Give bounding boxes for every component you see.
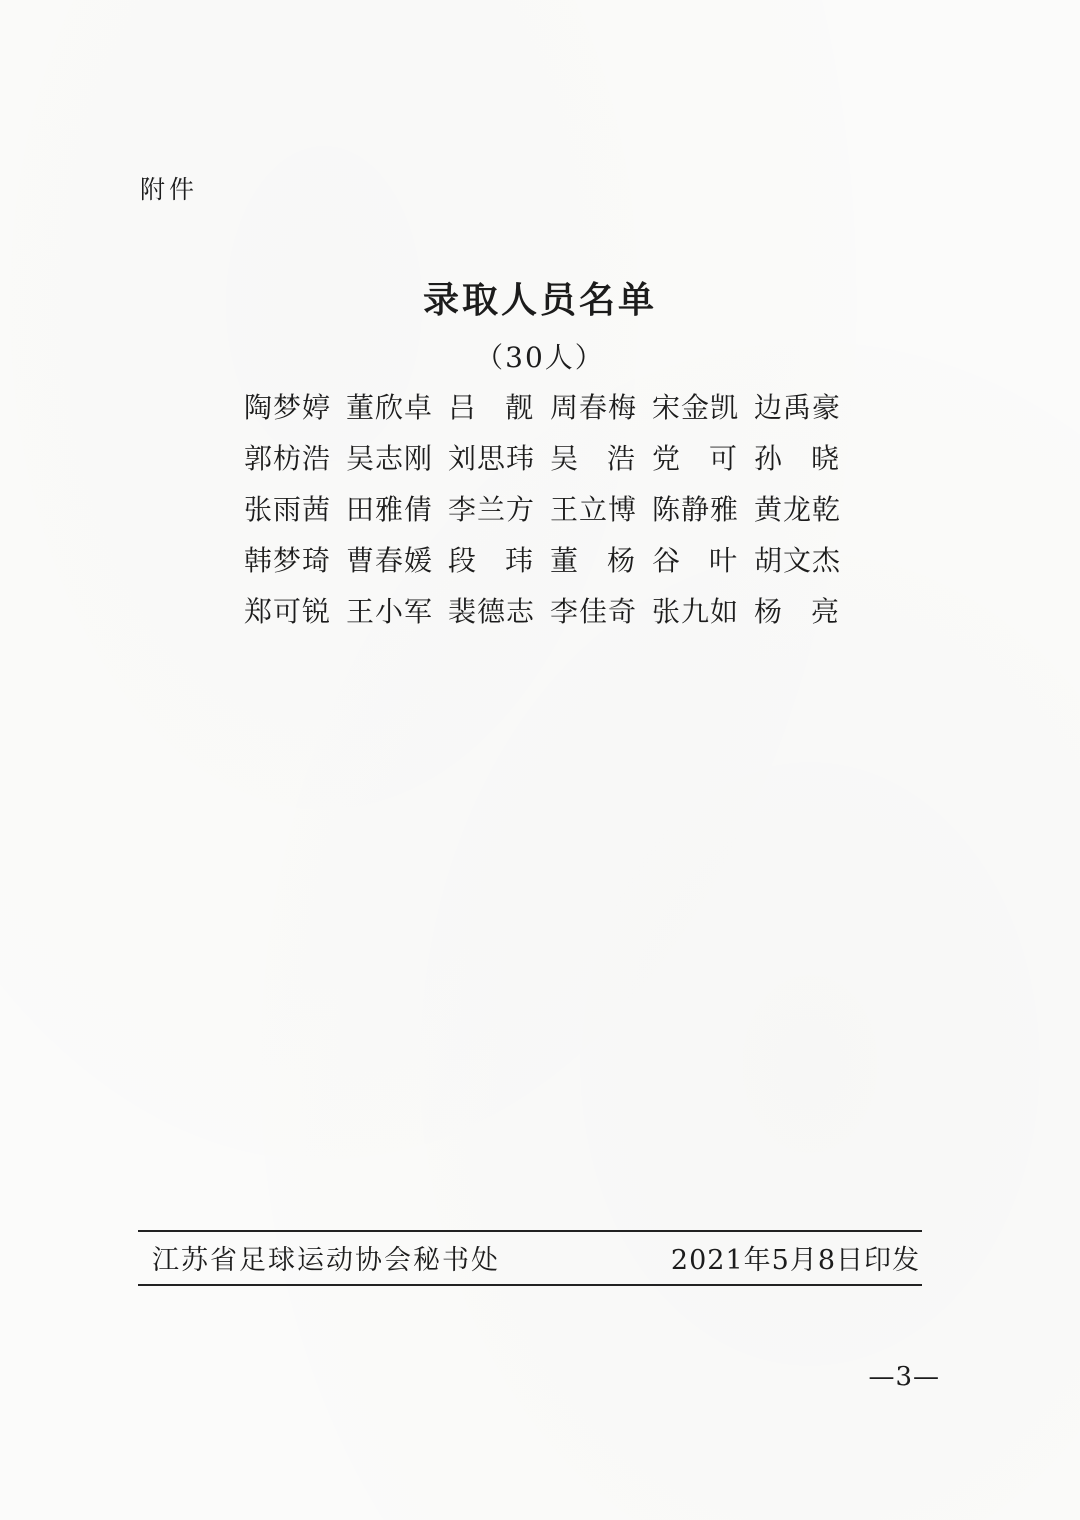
name-entry: 陶 梦 婷 [244, 390, 332, 424]
name-entry: 党 可 [652, 441, 738, 475]
attachment-label: 附件 [140, 175, 199, 204]
name-entry: 刘 思 玮 [448, 441, 536, 475]
name-entry: 杨 亮 [754, 594, 840, 628]
name-entry: 李 佳 奇 [550, 594, 638, 628]
name-entry: 陈 静 雅 [652, 492, 740, 526]
footer-top-rule [138, 1230, 922, 1232]
name-entry: 郑 可 锐 [244, 594, 332, 628]
name-list [244, 380, 844, 635]
name-entry: 董 杨 [550, 543, 636, 577]
footer-issuer: 江苏省足球运动协会秘书处 [152, 1245, 500, 1276]
name-entry: 吴 浩 [550, 441, 636, 475]
headcount-subtitle: （30人） [475, 341, 605, 374]
name-entry: 张 雨 茜 [244, 492, 332, 526]
footer-date: 2021年5月8日印发 [670, 1245, 920, 1276]
page-number: —3— [868, 1362, 940, 1392]
name-entry: 张 九 如 [652, 594, 740, 628]
name-entry: 韩 梦 琦 [244, 543, 332, 577]
name-entry: 董 欣 卓 [346, 390, 434, 424]
footer-bottom-rule [138, 1284, 922, 1286]
name-entry: 田 雅 倩 [346, 492, 434, 526]
name-entry: 王 立 博 [550, 492, 638, 526]
page-title: 录取人员名单 [422, 280, 657, 321]
name-entry: 曹 春 媛 [346, 543, 434, 577]
name-entry: 宋 金 凯 [652, 390, 740, 424]
name-entry: 谷 叶 [652, 543, 738, 577]
name-entry: 吕 靓 [448, 390, 534, 424]
name-entry: 郭 枋 浩 [244, 441, 332, 475]
name-entry: 吴 志 刚 [346, 441, 434, 475]
name-entry: 边 禹 豪 [754, 390, 842, 424]
name-entry: 王 小 军 [346, 594, 434, 628]
name-entry: 李 兰 方 [448, 492, 536, 526]
name-entry: 周 春 梅 [550, 390, 638, 424]
name-entry: 黄 龙 乾 [754, 492, 842, 526]
name-entry: 段 玮 [448, 543, 534, 577]
name-entry: 孙 晓 [754, 441, 840, 475]
name-entry: 胡 文 杰 [754, 543, 842, 577]
name-entry: 裴 德 志 [448, 594, 536, 628]
